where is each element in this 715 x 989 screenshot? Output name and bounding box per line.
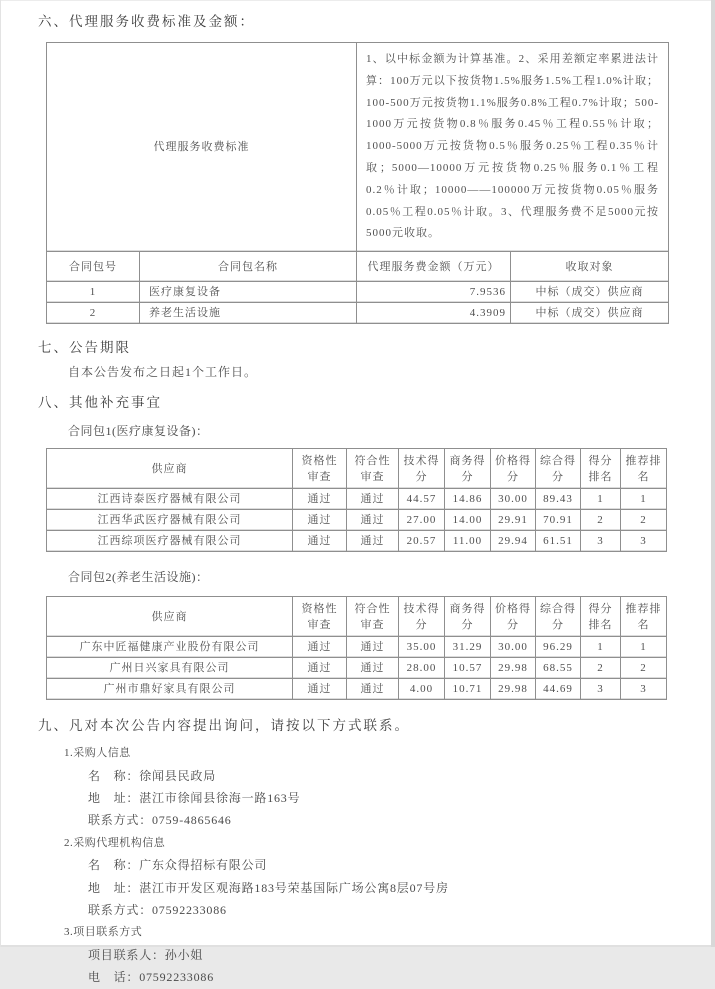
supplier-name: 广州日兴家具有限公司: [47, 658, 293, 679]
business-score: 14.00: [445, 510, 491, 531]
total-score: 68.55: [536, 658, 581, 679]
agency-info-title: 2.采购代理机构信息: [64, 836, 166, 849]
col-total-score: 综合得分: [536, 449, 581, 489]
recommend-rank: 3: [621, 531, 667, 552]
package-no: 1: [47, 282, 140, 303]
total-score: 61.51: [536, 531, 581, 552]
col-price-score: 价格得分: [491, 449, 536, 489]
technical-score: 20.57: [399, 531, 445, 552]
table-row: [47, 637, 667, 658]
col-total-score: 综合得分: [536, 597, 581, 637]
business-score: 31.29: [445, 637, 491, 658]
agency-address: 地 址：湛江市开发区观海路183号荣基国际广场公寓8层07号房: [88, 880, 449, 895]
score-rank: 2: [581, 510, 621, 531]
recommend-rank: 1: [621, 489, 667, 510]
fee-standard-label: 代理服务收费标准: [47, 43, 357, 252]
price-score: 29.98: [491, 679, 536, 700]
col-package-name: 合同包名称: [140, 252, 357, 282]
price-score: 29.91: [491, 510, 536, 531]
technical-score: 44.57: [399, 489, 445, 510]
col-conformity-review: 符合性审查: [347, 449, 399, 489]
col-score-rank: 得分排名: [581, 449, 621, 489]
supplier-name: 江西华武医疗器械有限公司: [47, 510, 293, 531]
package-name: 养老生活设施: [140, 303, 357, 324]
score-rank: 1: [581, 637, 621, 658]
conformity-review: 通过: [347, 510, 399, 531]
table-row: [47, 282, 669, 303]
conformity-review: 通过: [347, 531, 399, 552]
table-row: [47, 489, 667, 510]
col-fee-amount: 代理服务费金额（万元）: [357, 252, 511, 282]
col-package-no: 合同包号: [47, 252, 140, 282]
technical-score: 28.00: [399, 658, 445, 679]
section6-heading: 六、代理服务收费标准及金额：: [38, 14, 255, 29]
qualification-review: 通过: [293, 658, 347, 679]
agency-phone: 联系方式：07592233086: [88, 903, 227, 918]
col-price-score: 价格得分: [491, 597, 536, 637]
score-rank: 2: [581, 658, 621, 679]
score-rank: 3: [581, 531, 621, 552]
col-supplier: 供应商: [47, 597, 293, 637]
score-table-header-row: [47, 449, 667, 489]
agency-name: 名 称：广东众得招标有限公司: [88, 858, 268, 873]
col-qualification-review: 资格性审查: [293, 449, 347, 489]
payer: 中标（成交）供应商: [511, 303, 669, 324]
project-contact-person: 项目联系人：孙小姐: [88, 947, 204, 962]
recommend-rank: 1: [621, 637, 667, 658]
package-name: 医疗康复设备: [140, 282, 357, 303]
announcement-period-text: 自本公告发布之日起1个工作日。: [68, 365, 258, 380]
price-score: 30.00: [491, 489, 536, 510]
table-row: [47, 658, 667, 679]
total-score: 96.29: [536, 637, 581, 658]
table-row: [47, 303, 669, 324]
total-score: 70.91: [536, 510, 581, 531]
col-recommend-rank: 推荐排名: [621, 597, 667, 637]
score-rank: 3: [581, 679, 621, 700]
recommend-rank: 2: [621, 510, 667, 531]
section9-heading: 九、凡对本次公告内容提出询问，请按以下方式联系。: [38, 718, 410, 734]
supplier-name: 广州市鼎好家具有限公司: [47, 679, 293, 700]
package2-label: 合同包2(养老生活设施)：: [68, 570, 209, 585]
qualification-review: 通过: [293, 679, 347, 700]
business-score: 10.71: [445, 679, 491, 700]
supplier-name: 江西诗泰医疗器械有限公司: [47, 489, 293, 510]
package2-score-table: [46, 596, 667, 700]
package1-label: 合同包1(医疗康复设备)：: [68, 424, 209, 439]
business-score: 10.57: [445, 658, 491, 679]
fee-amount: 4.3909: [357, 303, 511, 324]
payer: 中标（成交）供应商: [511, 282, 669, 303]
col-conformity-review: 符合性审查: [347, 597, 399, 637]
package1-score-table: [46, 448, 667, 552]
col-technical-score: 技术得分: [399, 449, 445, 489]
qualification-review: 通过: [293, 637, 347, 658]
price-score: 29.94: [491, 531, 536, 552]
agency-fee-table: [46, 42, 669, 324]
conformity-review: 通过: [347, 679, 399, 700]
col-payer: 收取对象: [511, 252, 669, 282]
business-score: 11.00: [445, 531, 491, 552]
package-no: 2: [47, 303, 140, 324]
conformity-review: 通过: [347, 658, 399, 679]
table-row: [47, 679, 667, 700]
score-rank: 1: [581, 489, 621, 510]
section7-heading: 七、公告期限: [38, 340, 131, 356]
fee-amount: 7.9536: [357, 282, 511, 303]
technical-score: 4.00: [399, 679, 445, 700]
qualification-review: 通过: [293, 489, 347, 510]
fee-table-header-row: [47, 252, 669, 282]
supplier-name: 广东中匠福健康产业股份有限公司: [47, 637, 293, 658]
technical-score: 27.00: [399, 510, 445, 531]
fee-standard-row: [47, 43, 669, 252]
col-score-rank: 得分排名: [581, 597, 621, 637]
purchaser-name: 名 称：徐闻县民政局: [88, 768, 217, 783]
project-contact-title: 3.项目联系方式: [64, 926, 143, 939]
recommend-rank: 2: [621, 658, 667, 679]
supplier-name: 江西综项医疗器械有限公司: [47, 531, 293, 552]
conformity-review: 通过: [347, 489, 399, 510]
col-business-score: 商务得分: [445, 597, 491, 637]
score-table-header-row: [47, 597, 667, 637]
table-row: [47, 510, 667, 531]
purchaser-phone: 联系方式：0759-4865646: [88, 813, 232, 828]
qualification-review: 通过: [293, 531, 347, 552]
recommend-rank: 3: [621, 679, 667, 700]
col-technical-score: 技术得分: [399, 597, 445, 637]
col-recommend-rank: 推荐排名: [621, 449, 667, 489]
col-supplier: 供应商: [47, 449, 293, 489]
col-business-score: 商务得分: [445, 449, 491, 489]
price-score: 30.00: [491, 637, 536, 658]
business-score: 14.86: [445, 489, 491, 510]
purchaser-info-title: 1.采购人信息: [64, 747, 131, 760]
contact-section: [38, 742, 715, 988]
technical-score: 35.00: [399, 637, 445, 658]
table-row: [47, 531, 667, 552]
conformity-review: 通过: [347, 637, 399, 658]
total-score: 89.43: [536, 489, 581, 510]
section8-heading: 八、其他补充事宜: [38, 395, 162, 411]
purchaser-address: 地 址：湛江市徐闻县徐海一路163号: [88, 790, 301, 805]
project-contact-phone: 电 话：07592233086: [88, 970, 215, 985]
total-score: 44.69: [536, 679, 581, 700]
fee-standard-text: 1、以中标金额为计算基准。2、采用差额定率累进法计算：100万元以下按货物1.5%服务1.5%工程1.0%计取；100-500万元按货物1.1%服务0.8%工程0.7%计取；500-1000万元按货物0.8％服务0.45％工程0.55％计取；1000-5000万元按货物0.5％服务0.25％工程0.35％计取；5000—10000万元按货物0.25％服务0.1％工程0.2％计取；10000——100000万元按货物0.05％服务0.05％工程0.05％计取。3、代理服务费不足5000元按5000元收取。: [357, 43, 669, 252]
qualification-review: 通过: [293, 510, 347, 531]
price-score: 29.98: [491, 658, 536, 679]
col-qualification-review: 资格性审查: [293, 597, 347, 637]
